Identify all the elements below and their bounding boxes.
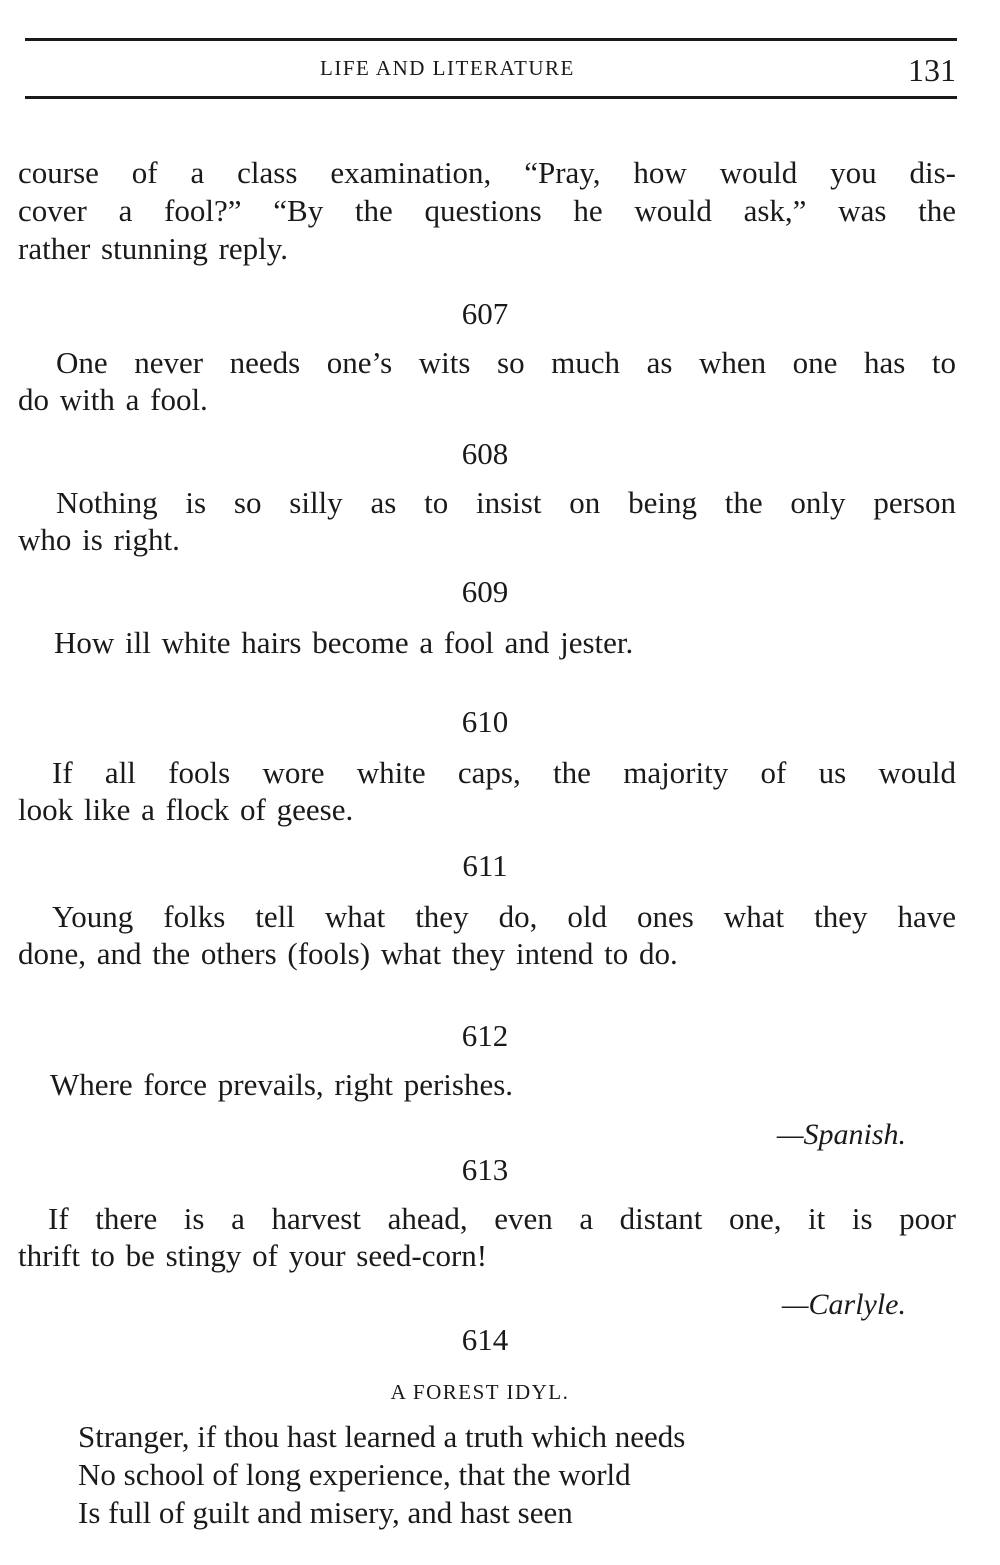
- continuation-paragraph: [18, 154, 956, 268]
- text-line: How ill white hairs become a fool and jester.: [54, 625, 634, 660]
- entry-number-614: 614: [461, 1322, 509, 1357]
- text-line: rather stunning reply.: [18, 231, 288, 266]
- entry-number-612: 612: [461, 1018, 509, 1053]
- text-line: thrift to be stingy of your seed-corn!: [18, 1238, 488, 1273]
- text-line: cover a fool?” “By the questions he would ask,” was the: [18, 193, 956, 228]
- text-line: If all fools wore white caps, the majority of us would: [52, 755, 956, 790]
- poem-line: Is full of guilt and misery, and hast seen: [78, 1495, 573, 1530]
- entry-number-607: 607: [461, 296, 509, 331]
- text-line: who is right.: [18, 522, 180, 557]
- entry-number-613: 613: [461, 1152, 509, 1187]
- poem-text: [78, 1418, 685, 1532]
- header-bottom-rule: [25, 96, 957, 99]
- entry-text-613: [18, 1200, 956, 1274]
- text-line: Young folks tell what they do, old ones what they have: [52, 899, 956, 934]
- entry-number-609: 609: [461, 574, 509, 609]
- text-line: One never needs one’s wits so much as when one has to: [56, 345, 956, 380]
- text-line: course of a class examination, “Pray, how would you dis-: [18, 155, 956, 190]
- entry-text-609: [18, 624, 956, 661]
- entry-text-608: [18, 484, 956, 558]
- entry-number-611: 611: [462, 848, 508, 883]
- poem-line: No school of long experience, that the world: [78, 1457, 631, 1492]
- text-line: If there is a harvest ahead, even a distant one, it is poor: [48, 1201, 956, 1236]
- poem-line: Stranger, if thou hast learned a truth which needs: [78, 1419, 686, 1454]
- text-line: do with a fool.: [18, 382, 208, 417]
- text-line: Nothing is so silly as to insist on being the only person: [56, 485, 956, 520]
- entry-number-610: 610: [461, 704, 509, 739]
- poem-title: A FOREST IDYL.: [390, 1380, 570, 1404]
- entry-number-608: 608: [461, 436, 509, 471]
- entry-text-610: [18, 754, 956, 828]
- page-number: 131: [908, 52, 956, 88]
- text-line: done, and the others (fools) what they intend to do.: [18, 936, 678, 971]
- entry-text-607: [18, 344, 956, 418]
- text-line: Where force prevails, right perishes.: [50, 1067, 514, 1102]
- attribution-spanish: —Spanish.: [776, 1118, 906, 1151]
- entry-text-612: [18, 1066, 956, 1103]
- running-head: LIFE AND LITERATURE: [320, 56, 575, 80]
- header-top-rule: [25, 38, 957, 41]
- text-line: look like a flock of geese.: [18, 792, 354, 827]
- entry-text-611: [18, 898, 956, 972]
- attribution-carlyle: —Carlyle.: [781, 1288, 906, 1321]
